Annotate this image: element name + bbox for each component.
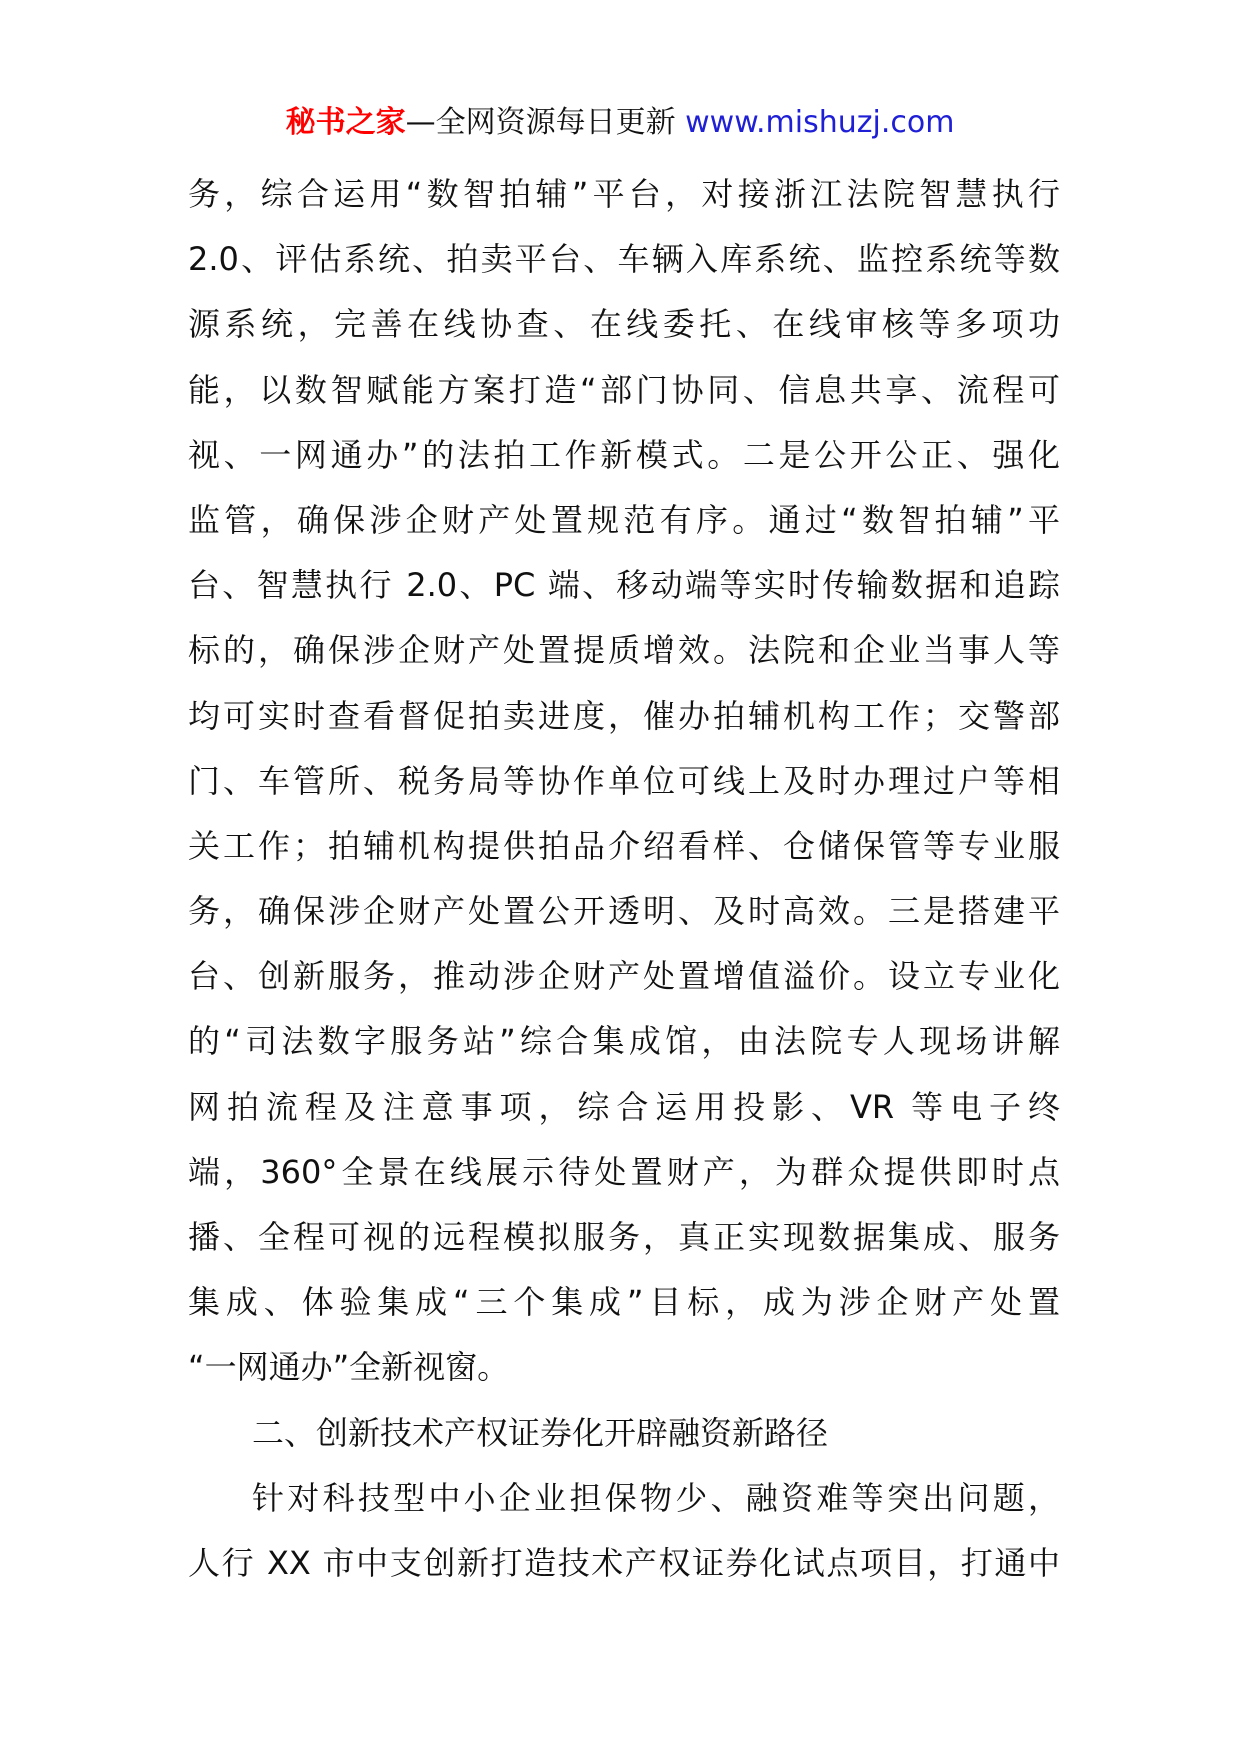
body-line: 务，确保涉企财产处置公开透明、及时高效。三是搭建平 <box>188 892 1060 931</box>
body-line: 台、智慧执行 2.0、PC 端、移动端等实时传输数据和追踪 <box>188 566 1060 605</box>
body-line: 播、全程可视的远程模拟服务，真正实现数据集成、服务 <box>188 1218 1060 1256</box>
document-body <box>188 162 1060 1596</box>
body-line: 能，以数智赋能方案打造“部门协同、信息共享、流程可 <box>188 370 1060 409</box>
body-line: 门、车管所、税务局等协作单位可线上及时办理过户等相 <box>188 761 1060 800</box>
paragraph-line: 针对科技型中小企业担保物少、融资难等突出问题， <box>252 1478 1060 1517</box>
body-line: 关工作；拍辅机构提供拍品介绍看样、仓储保管等专业服 <box>188 826 1060 865</box>
body-line: 网拍流程及注意事项，综合运用投影、VR 等电子终 <box>188 1087 1060 1126</box>
site-header <box>0 100 1240 146</box>
body-line: 端，360°全景在线展示待处置财产，为群众提供即时点 <box>188 1152 1060 1191</box>
body-line: 集成、体验集成“三个集成”目标，成为涉企财产处置 <box>188 1283 1060 1322</box>
body-line: 视、一网通办”的法拍工作新模式。二是公开公正、强化 <box>188 435 1060 474</box>
body-line: 务，综合运用“数智拍辅”平台，对接浙江法院智慧执行 <box>188 175 1060 213</box>
site-url-link[interactable]: www.mishuzj.com <box>685 105 955 140</box>
body-line: 均可实时查看督促拍卖进度，催办拍辅机构工作；交警部 <box>188 696 1060 735</box>
site-tagline: —全网资源每日更新 <box>405 105 676 140</box>
body-line: 2.0、评估系统、拍卖平台、车辆入库系统、监控系统等数 <box>188 240 1060 279</box>
site-brand: 秘书之家 <box>285 105 406 140</box>
body-line: 监管，确保涉企财产处置规范有序。通过“数智拍辅”平 <box>188 500 1060 539</box>
body-line-end: “一网通办”全新视窗。 <box>188 1348 510 1387</box>
body-line: 台、创新服务，推动涉企财产处置增值溢价。设立专业化 <box>188 957 1060 996</box>
body-line: 源系统，完善在线协查、在线委托、在线审核等多项功 <box>188 305 1060 344</box>
body-line: 的“司法数字服务站”综合集成馆，由法院专人现场讲解 <box>188 1022 1060 1061</box>
body-line: 标的，确保涉企财产处置提质增效。法院和企业当事人等 <box>188 631 1060 670</box>
section-heading: 二、创新技术产权证券化开辟融资新路径 <box>252 1413 829 1452</box>
paragraph-line: 人行 XX 市中支创新打造技术产权证券化试点项目，打通中 <box>188 1543 1060 1582</box>
